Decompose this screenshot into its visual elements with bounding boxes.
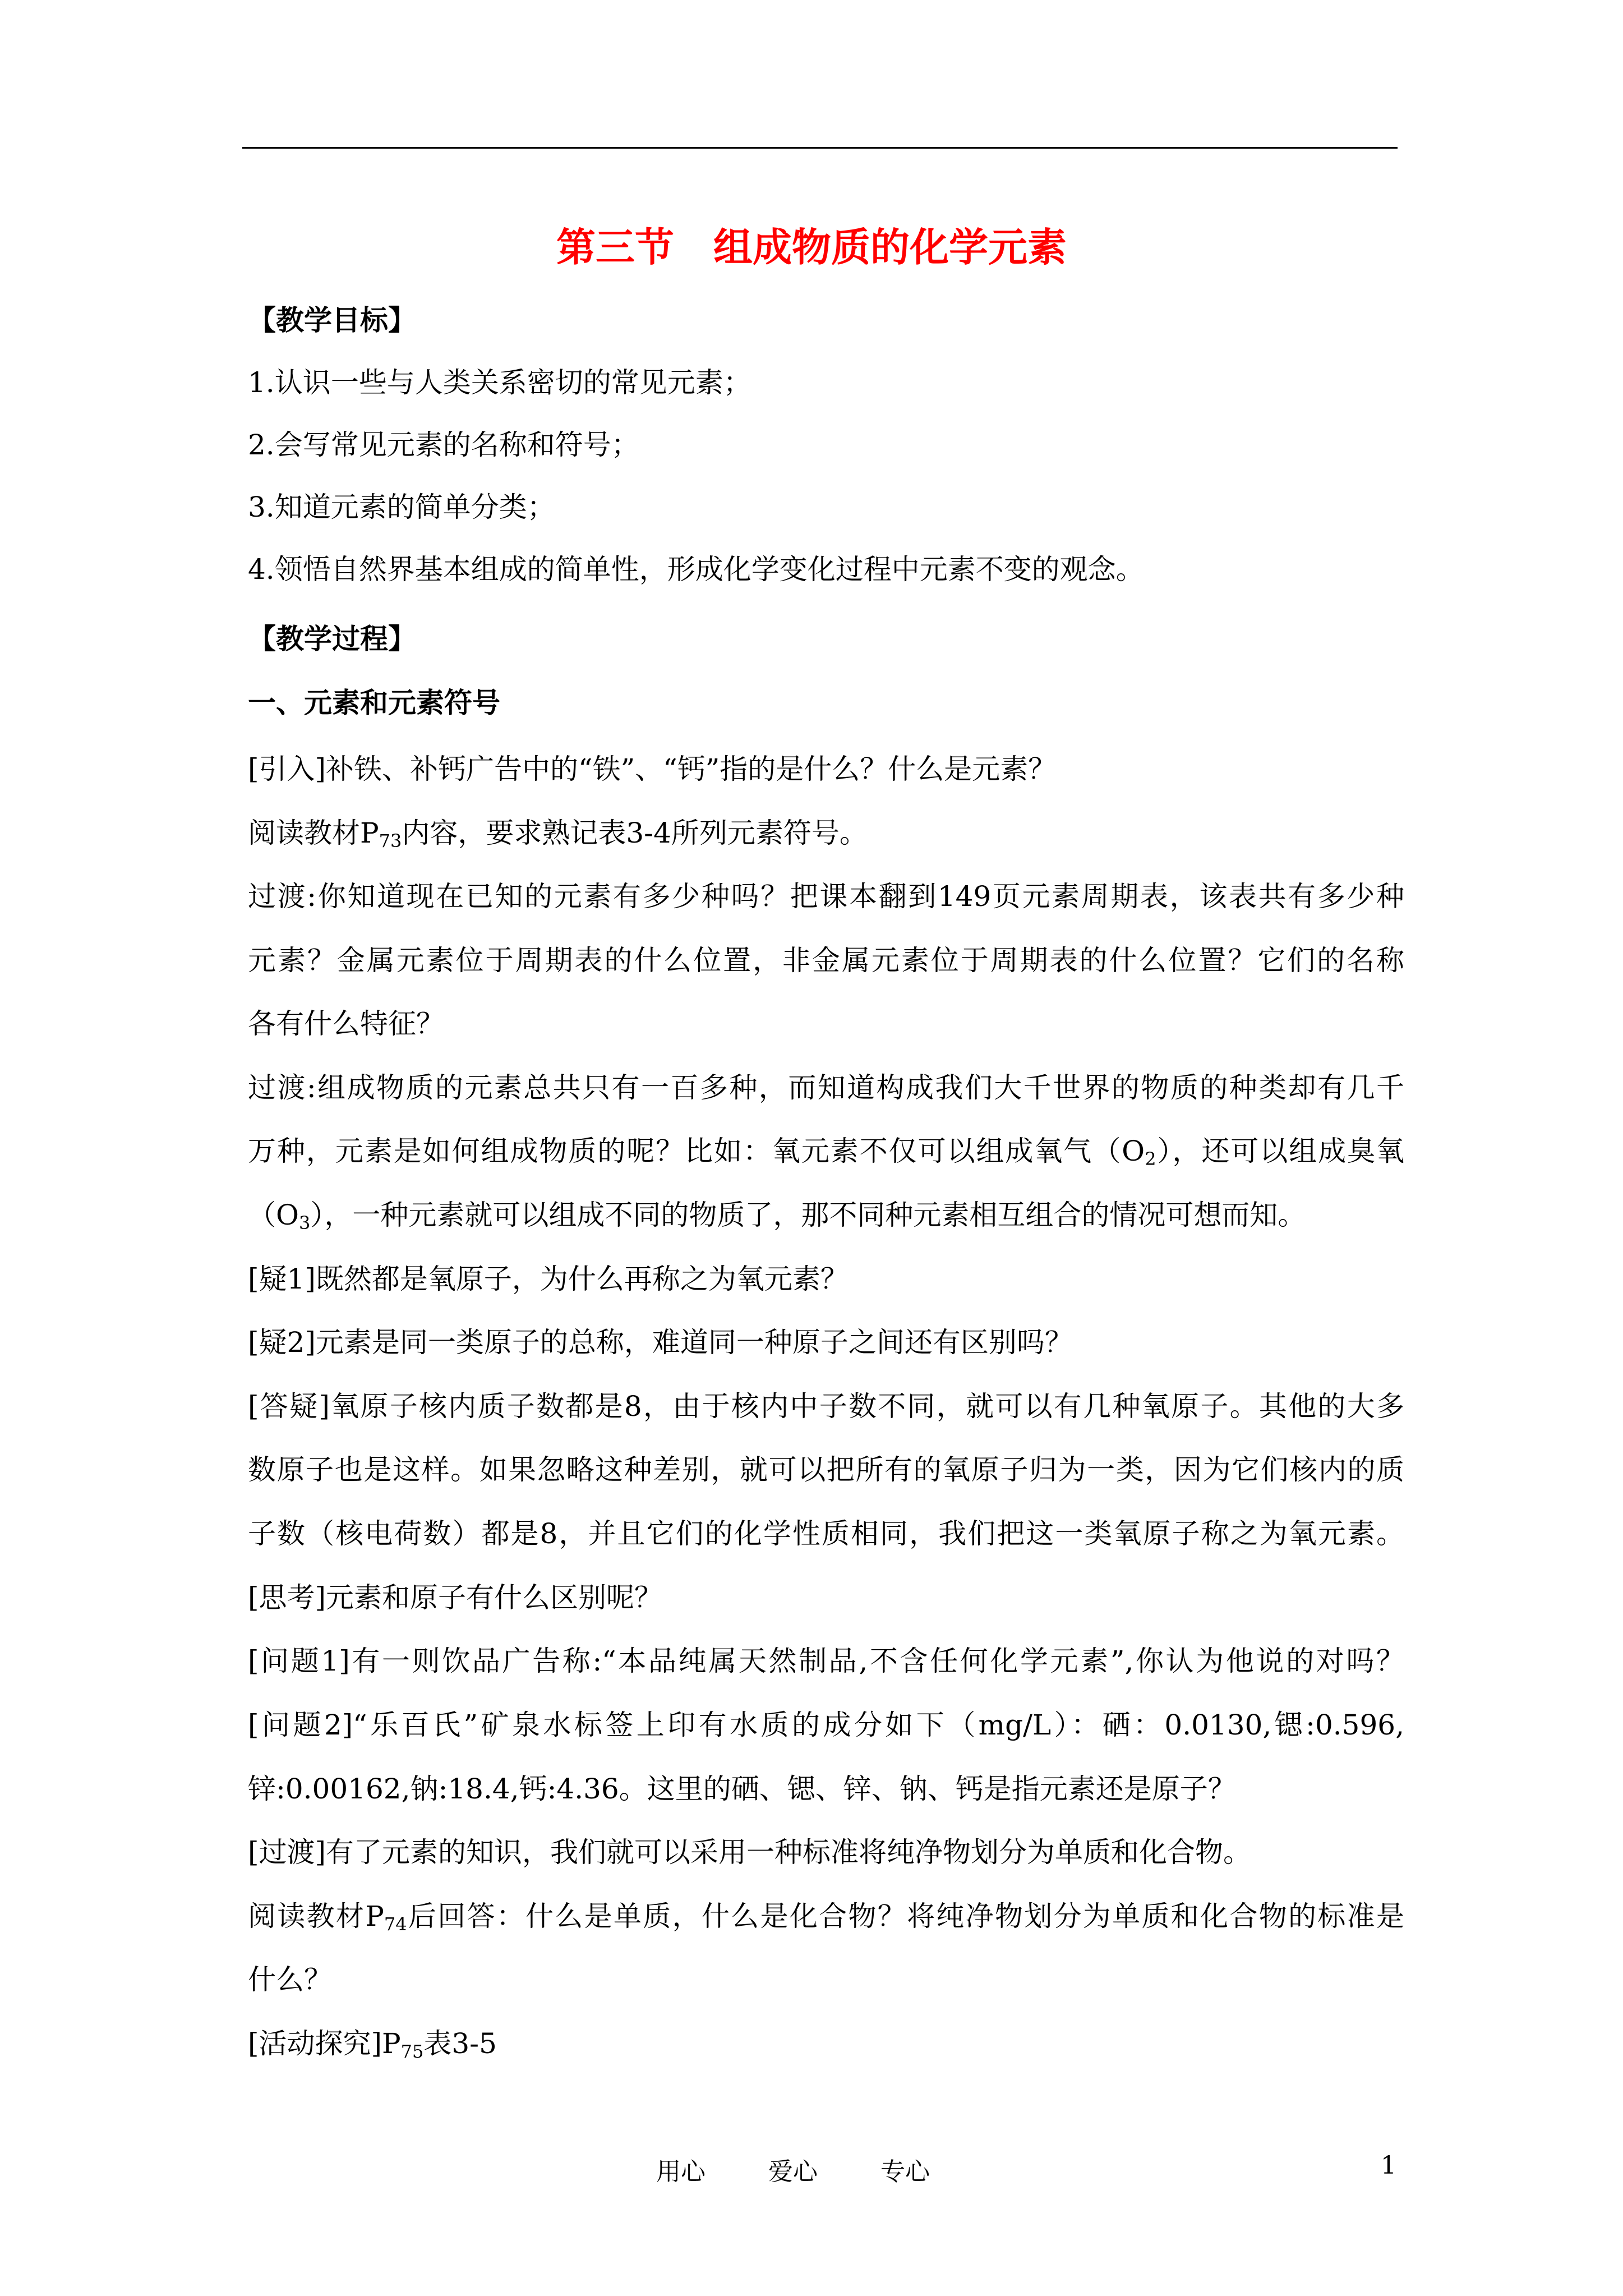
goals-heading: 【教学目标】 xyxy=(248,304,416,337)
question-2: [疑2]元素是同一类原子的总称，难道同一种原子之间还有区别吗？ xyxy=(248,1326,1073,1359)
reading-instruction-2-line-2: 什么？ xyxy=(248,1963,332,1996)
activity-explore: [活动探究]$P_{75}$表3-5 xyxy=(248,2027,497,2062)
goal-item-3: 3.知道元素的简单分类； xyxy=(248,491,555,523)
transition-2-line-3: $(O_3)$，一种元素就可以组成不同的物质了，那不同种元素相互组合的情况可想而知。 xyxy=(248,1199,1306,1234)
transition-1-line-3: 各有什么特征？ xyxy=(248,1007,444,1040)
header-rule xyxy=(242,147,1398,149)
answer-line-1: [答疑]氧原子核内质子数都是8，由于核内中子数不同，就可以有几种氧原子。其他的大多 xyxy=(248,1390,1404,1423)
footer-motto-3: 专心 xyxy=(880,2157,930,2186)
transition-2-line-2: 万种，元素是如何组成物质的呢？比如：氧元素不仅可以组成氧气$(O_2)$，还可以组成臭氧 xyxy=(248,1135,1405,1170)
page-title: 第三节 组成物质的化学元素 xyxy=(556,224,1067,270)
answer-line-2: 数原子也是这样。如果忽略这种差别，就可以把所有的氧原子归为一类，因为它们核内的质 xyxy=(248,1453,1404,1486)
goal-item-4: 4.领悟自然界基本组成的简单性，形成化学变化过程中元素不变的观念。 xyxy=(248,553,1144,586)
problem-1: [问题1]有一则饮品广告称:“本品纯属天然制品,不含任何化学元素”,你认为他说的对吗？ xyxy=(248,1645,1404,1677)
goal-item-1: 1.认识一些与人类关系密切的常见元素； xyxy=(248,366,751,399)
transition-1-line-1: 过渡:你知道现在已知的元素有多少种吗？把课本翻到149页元素周期表，该表共有多少种 xyxy=(248,880,1404,913)
transition-3: [过渡]有了元素的知识，我们就可以采用一种标准将纯净物划分为单质和化合物。 xyxy=(248,1836,1252,1869)
footer-motto-2: 爱心 xyxy=(768,2157,818,2186)
transition-2-line-1: 过渡:组成物质的元素总共只有一百多种，而知道构成我们大千世界的物质的种类却有几千 xyxy=(248,1071,1404,1104)
goal-item-2: 2.会写常见元素的名称和符号； xyxy=(248,429,639,461)
answer-line-3: 子数（核电荷数）都是8，并且它们的化学性质相同，我们把这一类氧原子称之为氧元素。 xyxy=(248,1517,1404,1550)
reading-instruction-2-line-1: 阅读教材$P_{74}$后回答：什么是单质，什么是化合物？将纯净物划分为单质和化合物的标准是 xyxy=(248,1900,1404,1935)
question-1: [疑1]既然都是氧原子，为什么再称之为氧元素？ xyxy=(248,1263,849,1295)
intro-paragraph: [引入]补铁、补钙广告中的“铁”、“钙”指的是什么？什么是元素？ xyxy=(248,753,1057,785)
transition-1-line-2: 元素？金属元素位于周期表的什么位置，非金属元素位于周期表的什么位置？它们的名称 xyxy=(248,944,1404,977)
footer-motto-1: 用心 xyxy=(656,2157,706,2186)
problem-2-line-1: [问题2]“乐百氏”矿泉水标签上印有水质的成分如下（mg/L）：硒：0.0130,锶:0.596, xyxy=(248,1709,1404,1741)
page-number: 1 xyxy=(1381,2151,1396,2180)
problem-2-line-2: 锌:0.00162,钠:18.4,钙:4.36。这里的硒、锶、锌、钠、钙是指元素还是原子？ xyxy=(248,1773,1236,1805)
part1-heading: 一、元素和元素符号 xyxy=(248,687,500,719)
reading-instruction-1: 阅读教材$P_{73}$内容，要求熟记表3-4所列元素符号。 xyxy=(248,817,868,852)
think-question: [思考]元素和原子有什么区别呢？ xyxy=(248,1581,663,1614)
process-heading: 【教学过程】 xyxy=(248,623,416,655)
